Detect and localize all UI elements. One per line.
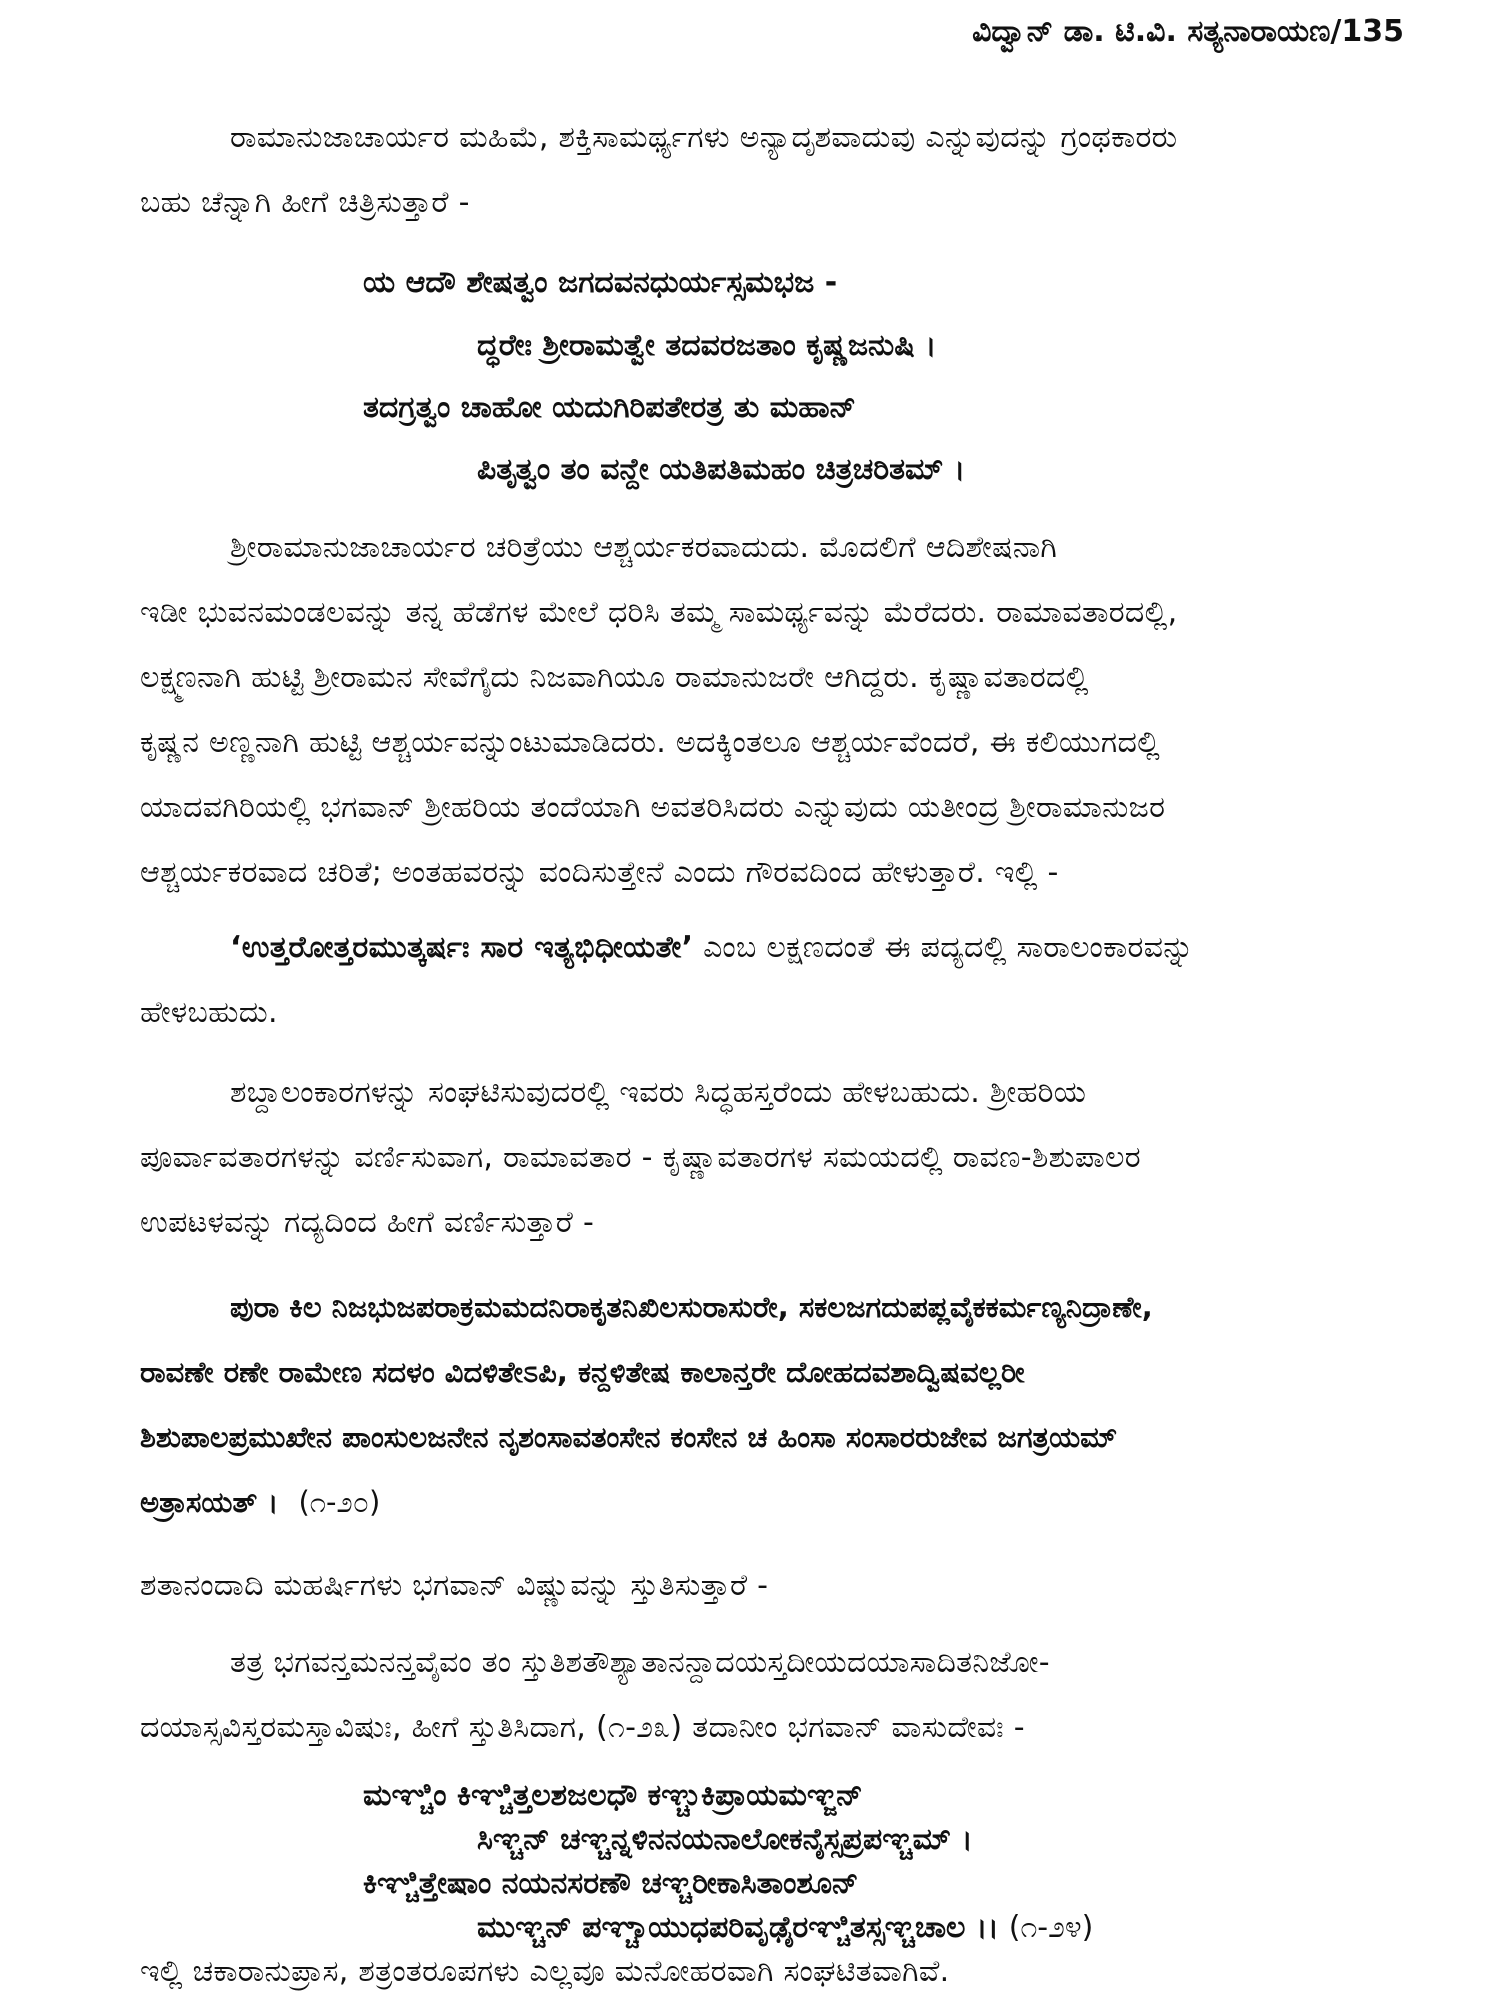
para4-line1: ಶಬ್ದಾಲಂಕಾರಗಳನ್ನು ಸಂಘಟಿಸುವುದರಲ್ಲಿ ಇವರು ಸಿದ್ಧಹಸ್ತರೆಂದು ಹೇಳಬಹುದು. ಶ್ರೀಹರಿಯ (230, 1075, 1087, 1110)
verse2-line3: ಕಿಞ್ಚಿತ್ತೇಷಾಂ ನಯನಸರಣೌ ಚಞ್ಚರೀಕಾಸಿತಾಂಶೂನ್ (363, 1866, 859, 1901)
para2-line4: ಕೃಷ್ಣನ ಅಣ್ಣನಾಗಿ ಹುಟ್ಟಿ ಆಶ್ಚರ್ಯವನ್ನುಂಟುಮಾಡಿದರು. ಅದಕ್ಕಿಂತಲೂ ಆಶ್ಚರ್ಯವೆಂದರೆ, ಈ ಕಲಿಯುಗದಲ್ಲಿ (140, 725, 1161, 760)
para2-line5: ಯಾದವಗಿರಿಯಲ್ಲಿ ಭಗವಾನ್ ಶ್ರೀಹರಿಯ ತಂದೆಯಾಗಿ ಅವತರಿಸಿದರು ಎನ್ನುವುದು ಯತೀಂದ್ರ ಶ್ರೀರಾಮಾನುಜರ (140, 790, 1166, 825)
para4-line3: ಉಪಟಳವನ್ನು ಗದ್ಯದಿಂದ ಹೀಗೆ ವರ್ಣಿಸುತ್ತಾರೆ - (140, 1205, 595, 1240)
verse2-line4 (477, 1910, 1093, 1945)
gadya-line3: ಶಿಶುಪಾಲಪ್ರಮುಖೇನ ಪಾಂಸುಲಜನೇನ ನೃಶಂಸಾವತಂಸೇನ ಕಂಸೇನ ಚ ಹಿಂಸಾ ಸಂಸಾರರುಜೇವ ಜಗತ್ರಯಮ್ (140, 1420, 1118, 1454)
gadya-line1: ಪುರಾ ಕಿಲ ನಿಜಭುಜಪರಾಕ್ರಮಮದನಿರಾಕೃತನಿಖಿಲಸುರಾಸುರೇ, ಸಕಲಜಗದುಪಪ್ಲವೈಕಕರ್ಮಣ್ಯನಿದ್ರಾಣೇ, (230, 1290, 1153, 1324)
gadya-line2: ರಾವಣೇ ರಣೇ ರಾಮೇಣ ಸದಳಂ ವಿದಳಿತೇಽಪಿ, ಕನ್ದಳಿತೇಷ ಕಾಲಾನ್ತರೇ ದೋಹದವಶಾದ್ವಿಷವಲ್ಲರೀ (140, 1355, 1025, 1389)
para3-rest: ಎಂಬ ಲಕ್ಷಣದಂತೆ ಈ ಪದ್ಯದಲ್ಲಿ ಸಾರಾಲಂಕಾರವನ್ನು (693, 930, 1194, 965)
para3-line2: ಹೇಳಬಹುದು. (140, 995, 278, 1030)
verse2-line2: ಸಿಞ್ಚನ್ ಚಞ್ಚನ್ನಳಿನನಯನಾಲೋಕನೈಸ್ಸಪ್ರಪಞ್ಚಮ್ । (477, 1822, 973, 1857)
para1-line2: ಬಹು ಚೆನ್ನಾಗಿ ಹೀಗೆ ಚಿತ್ರಿಸುತ್ತಾರೆ - (140, 185, 470, 220)
verse2-line1: ಮಞ್ಚಿಂ ಕಿಞ್ಚಿತ್ತಲಶಜಲಧೌ ಕಞ್ಚುಕಿಪ್ರಾಯಮಞ್ಜನ್ (363, 1778, 863, 1813)
verse2-line4-ref: (೧-೨೪) (1008, 1910, 1094, 1945)
lakshana-quote: ‘ಉತ್ತರೋತ್ತರಮುತ್ಕರ್ಷಃ ಸಾರ ಇತ್ಯಭಿಧೀಯತೇ’ (230, 930, 694, 965)
verse1-line4: ಪಿತೃತ್ವಂ ತಂ ವನ್ದೇ ಯತಿಪತಿಮಹಂ ಚಿತ್ರಚರಿತಮ್ । (477, 452, 966, 487)
verse1-line1: ಯ ಆದೌ ಶೇಷತ್ವಂ ಜಗದವನಧುರ್ಯಸ್ಸಮಭಜ - (363, 265, 838, 300)
verse1-line3: ತದಗ್ರತ್ವಂ ಚಾಹೋ ಯದುಗಿರಿಪತೇರತ್ರ ತು ಮಹಾನ್ (363, 390, 857, 425)
para7-line (140, 1954, 949, 1989)
para2-line2: ಇಡೀ ಭುವನಮಂಡಲವನ್ನು ತನ್ನ ಹೆಡೆಗಳ ಮೇಲೆ ಧರಿಸಿ ತಮ್ಮ ಸಾಮರ್ಥ್ಯವನ್ನು ಮೆರೆದರು. ರಾಮಾವತಾರದಲ್ಲಿ, (140, 595, 1178, 630)
gadya-ref: (೧-೨೦) (298, 1485, 381, 1519)
para7-line-text: ಇಲ್ಲಿ ಚಕಾರಾನುಪ್ರಾಸ, ಶತ್ರಂತರೂಪಗಳು ಎಲ್ಲವೂ ಮನೋಹರವಾಗಿ ಸಂಘಟಿತವಾಗಿವೆ. (140, 1954, 950, 1989)
para5-line: ಶತಾನಂದಾದಿ ಮಹರ್ಷಿಗಳು ಭಗವಾನ್ ವಿಷ್ಣುವನ್ನು ಸ್ತುತಿಸುತ್ತಾರೆ - (140, 1568, 769, 1603)
para2-line1: ಶ್ರೀರಾಮಾನುಜಾಚಾರ್ಯರ ಚರಿತ್ರೆಯು ಆಶ್ಚರ್ಯಕರವಾದುದು. ಮೊದಲಿಗೆ ಆದಿಶೇಷನಾಗಿ (230, 530, 1058, 565)
verse2-line4-text: ಮುಞ್ಚನ್ ಪಞ್ಚಾಯುಧಪರಿವೃಢೈರಞ್ಚಿತಸ್ಸಞ್ಚಚಾಲ ।। (477, 1910, 999, 1945)
running-header: ವಿದ್ವಾನ್ ಡಾ. ಟಿ.ವಿ. ಸತ್ಯನಾರಾಯಣ/135 (972, 14, 1404, 49)
gadya-line4 (140, 1485, 380, 1520)
verse1-line2: ದ್ಧರೇಃ ಶ್ರೀರಾಮತ್ವೇ ತದವರಜತಾಂ ಕೃಷ್ಣಜನುಷಿ । (477, 328, 937, 363)
para4-line2: ಪೂರ್ವಾವತಾರಗಳನ್ನು ವರ್ಣಿಸುವಾಗ, ರಾಮಾವತಾರ - ಕೃಷ್ಣಾವತಾರಗಳ ಸಮಯದಲ್ಲಿ ರಾವಣ-ಶಿಶುಪಾಲರ (140, 1140, 1141, 1175)
para2-line3: ಲಕ್ಷ್ಮಣನಾಗಿ ಹುಟ್ಟಿ ಶ್ರೀರಾಮನ ಸೇವೆಗೈದು ನಿಜವಾಗಿಯೂ ರಾಮಾನುಜರೇ ಆಗಿದ್ದರು. ಕೃಷ್ಣಾವತಾರದಲ್ಲಿ (140, 660, 1089, 695)
para1-line1: ರಾಮಾನುಜಾಚಾರ್ಯರ ಮಹಿಮೆ, ಶಕ್ತಿಸಾಮರ್ಥ್ಯಗಳು ಅನ್ಯಾದೃಶವಾದುವು ಎನ್ನುವುದನ್ನು ಗ್ರಂಥಕಾರರು (230, 120, 1178, 155)
para6-line2: ದಯಾಸ್ಸವಿಸ್ತರಮಸ್ತಾವಿಷುಃ, ಹೀಗೆ ಸ್ತುತಿಸಿದಾಗ, (೧-೨೩) ತದಾನೀಂ ಭಗವಾನ್ ವಾಸುದೇವಃ - (140, 1710, 1025, 1745)
para6-line1: ತತ್ರ ಭಗವನ್ತಮನನ್ತವೈವಂ ತಂ ಸ್ತುತಿಶತೌಶ್ಯಾತಾನನ್ದಾದಯಸ್ತದೀಯದಯಾಸಾದಿತನಿಜೋ- (230, 1645, 1050, 1680)
para3-line1 (230, 930, 1194, 965)
gadya-end: ಅತ್ರಾಸಯತ್ । (140, 1485, 279, 1519)
para2-line6: ಆಶ್ಚರ್ಯಕರವಾದ ಚರಿತೆ; ಅಂತಹವರನ್ನು ವಂದಿಸುತ್ತೇನೆ ಎಂದು ಗೌರವದಿಂದ ಹೇಳುತ್ತಾರೆ. ಇಲ್ಲಿ - (140, 855, 1059, 890)
